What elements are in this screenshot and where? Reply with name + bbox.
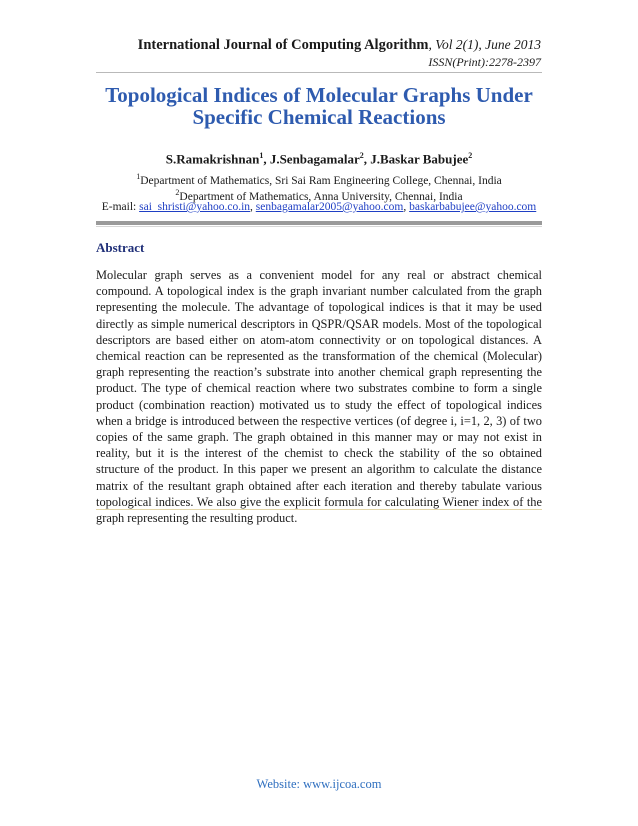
affiliation-text: Department of Mathematics, Sri Sai Ram Engineering College, Chennai, India xyxy=(140,174,502,187)
section-divider-shadow xyxy=(96,226,542,227)
author-affiliation-mark: 1 xyxy=(259,151,264,160)
affiliation-text: Department of Mathematics, Anna University, Chennai, India xyxy=(179,190,463,203)
author-separator: , xyxy=(363,151,371,167)
email-link-2[interactable]: senbagamalar2005@yahoo.com xyxy=(255,201,404,213)
affiliation-mark: 1 xyxy=(136,172,141,181)
author-name: J.Baskar Babujee xyxy=(370,151,469,167)
email-label: E-mail: xyxy=(101,201,140,213)
footer-website: Website: www.ijcoa.com xyxy=(256,777,382,791)
journal-name: International Journal of Computing Algorithm xyxy=(137,37,429,53)
author-name: S.Ramakrishnan xyxy=(165,151,260,167)
email-link-1[interactable]: sai_shristi@yahoo.co.in xyxy=(139,201,251,213)
abstract-divider xyxy=(96,509,542,510)
author-affiliation-mark: 2 xyxy=(359,151,364,160)
author-name: J.Senbagamalar xyxy=(269,151,360,167)
abstract-text: Molecular graph serves as a convenient model for any real or abstract chemical compound. A topological index is the graph invariant number calculated from the graph representing the molecule. The advantage of topological indices is that it may be used directly as simple numerical descriptors in QSPR/QSAR models. Most of the topological descriptors are based either on atom-atom connectivity or on topological distances. A chemical reaction can be represented as the transformation of the chemical (Molecular) graph representing the reaction’s substrate into another chemical graph representing the product. The type of chemical reaction where two substrates combine to form a single product (combination reaction) motivated us to study the effect of topological indices when a bridge is introduced between the respective vertices (of degree i, i=1, 2, 3) of two copies of the same graph. The graph obtained in this manner may or may not exist in reality, but it is the interest of the chemist to check the stability of the so obtained structure of the product. In this paper we present an algorithm to calculate the distance matrix of the resultant graph obtained after each iteration and thereby tabulate various topological indices. We also give the explicit formula for calculating Wiener index of the graph representing the resulting product. xyxy=(96,268,542,526)
affiliation-mark: 2 xyxy=(175,188,180,197)
abstract-heading: Abstract xyxy=(96,240,145,255)
title-line-1: Topological Indices of Molecular Graphs Under xyxy=(105,83,533,107)
author-separator: , xyxy=(263,151,270,167)
email-line xyxy=(90,200,548,214)
email-link-3[interactable]: baskarbabujee@yahoo.com xyxy=(409,201,537,213)
journal-header xyxy=(0,36,541,54)
title-line-2: Specific Chemical Reactions xyxy=(192,105,446,129)
paper-title xyxy=(96,84,542,128)
header-divider xyxy=(96,72,542,73)
author-list xyxy=(96,148,542,167)
journal-volume: , Vol 2(1), June 2013 xyxy=(428,37,541,52)
email-separator: , xyxy=(403,201,410,213)
journal-issn: ISSN(Print):2278-2397 xyxy=(428,55,541,69)
author-affiliation-mark: 2 xyxy=(468,151,473,160)
section-divider xyxy=(96,221,542,225)
email-separator: , xyxy=(250,201,256,213)
